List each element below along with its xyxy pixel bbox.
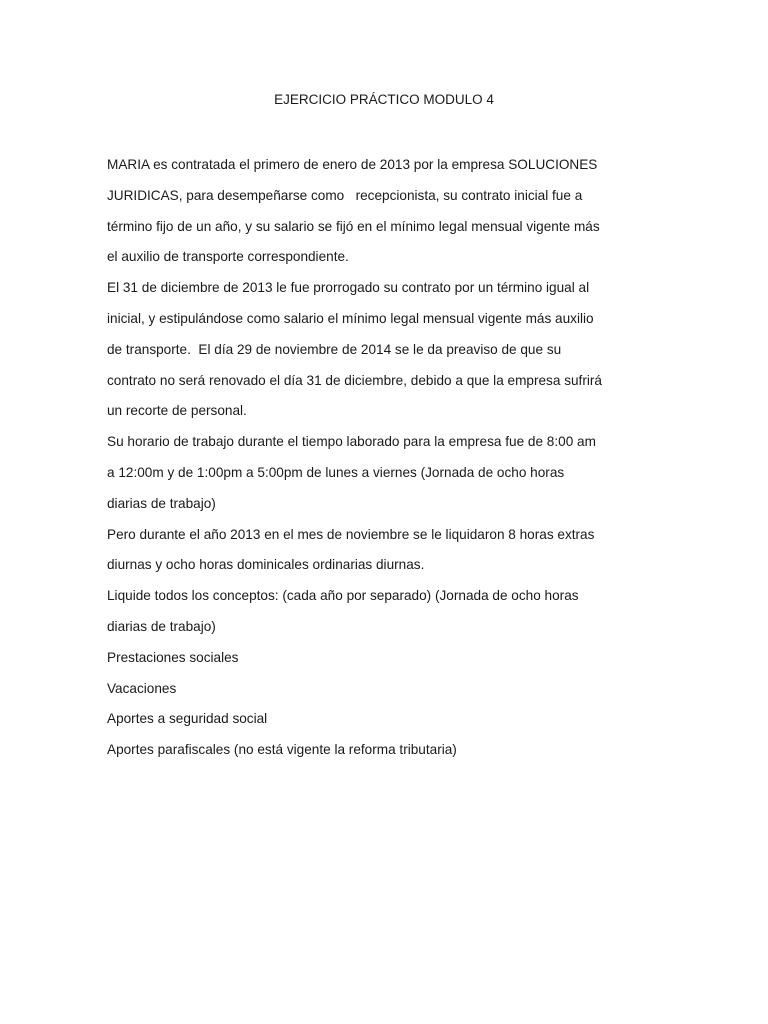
body-line: El 31 de diciembre de 2013 le fue prorrogado su contrato por un término igual al bbox=[107, 280, 590, 296]
list-item-parafiscales: Aportes parafiscales (no está vigente la reforma tributaria) bbox=[107, 742, 457, 758]
body-line: Pero durante el año 2013 en el mes de noviembre se le liquidaron 8 horas extras bbox=[107, 526, 595, 542]
body-line: MARIA es contratada el primero de enero de 2013 por la empresa SOLUCIONES bbox=[107, 157, 598, 172]
body-line: el auxilio de transporte correspondiente. bbox=[107, 249, 349, 265]
body-line: a 12:00m y de 1:00pm a 5:00pm de lunes a viernes (Jornada de ocho horas bbox=[107, 464, 565, 480]
body-line: contrato no será renovado el día 31 de diciembre, debido a que la empresa sufrirá bbox=[107, 372, 602, 388]
list-item-prestaciones: Prestaciones sociales bbox=[107, 649, 239, 665]
body-line: inicial, y estipulándose como salario el mínimo legal mensual vigente más auxilio bbox=[107, 310, 594, 326]
body-line: un recorte de personal. bbox=[107, 403, 247, 419]
body-line: Liquide todos los conceptos: (cada año por separado) (Jornada de ocho horas bbox=[107, 588, 579, 604]
body-line: Su horario de trabajo durante el tiempo laborado para la empresa fue de 8:00 am bbox=[107, 434, 596, 450]
body-line: diarias de trabajo) bbox=[107, 495, 216, 511]
body-line: de transporte. El día 29 de noviembre de 2014 se le da preaviso de que su bbox=[107, 341, 562, 357]
document-body bbox=[107, 150, 647, 766]
list-item-vacaciones: Vacaciones bbox=[107, 680, 177, 696]
list-item-seguridad-social: Aportes a seguridad social bbox=[107, 711, 268, 727]
body-line: diarias de trabajo) bbox=[107, 618, 216, 634]
body-line: diurnas y ocho horas dominicales ordinarias diurnas. bbox=[107, 557, 425, 573]
document-title: EJERCICIO PRÁCTICO MODULO 4 bbox=[274, 92, 494, 107]
body-line: término fijo de un año, y su salario se fijó en el mínimo legal mensual vigente más bbox=[107, 218, 600, 234]
body-line: JURIDICAS, para desempeñarse como recepcionista, su contrato inicial fue a bbox=[107, 187, 583, 203]
